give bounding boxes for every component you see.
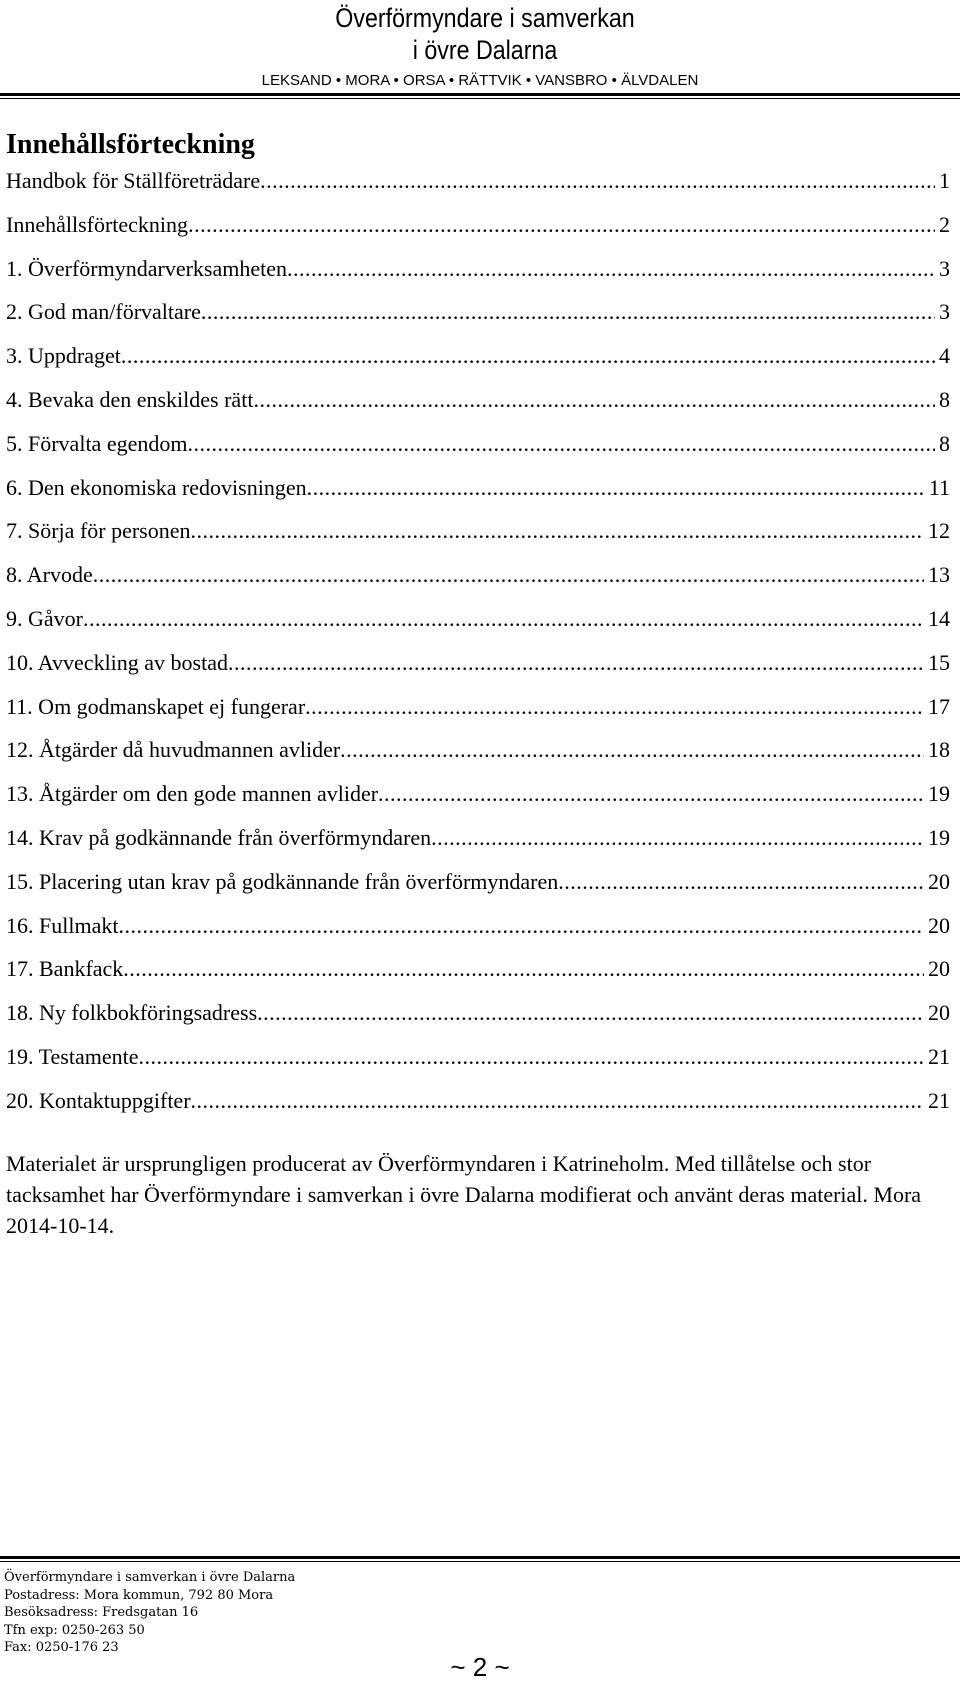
footer-rule-thin [0,1561,960,1562]
toc-entry-page: 18 [928,737,950,763]
toc-entry[interactable] [6,822,950,866]
toc-leader-dots [93,559,924,591]
toc-entry[interactable] [6,296,950,340]
toc-leader-dots [558,866,924,898]
toc-entry[interactable] [6,910,950,954]
toc-entry-page: 13 [928,562,950,588]
toc-entry-page: 4 [939,343,950,369]
toc-entry-label: Handbok för Ställföreträdare [6,168,261,193]
toc-entry[interactable] [6,340,950,384]
toc-entry[interactable] [6,778,950,822]
toc-entry-label: 5. Förvalta egendom [6,430,188,456]
organization-name [300,2,670,66]
toc-entry-label: 1. Överförmyndarverksamheten [6,255,288,281]
toc-entry-page: 12 [928,518,950,544]
toc-entry-page: 8 [939,386,950,412]
toc-entry-page: 1 [939,168,950,193]
toc-entry-label: 7. Sörja för personen [6,518,191,544]
toc-entry-label: 8. Arvode [6,562,93,588]
footer-contact [4,1569,295,1657]
header-rule-thin [0,98,960,99]
toc-entry[interactable] [6,647,950,691]
toc-entry-label: 17. Bankfack [6,956,124,982]
toc-entry-label: 15. Placering utan krav på godkännande från överförmyndaren [6,868,559,894]
toc-leader-dots [118,910,924,942]
toc-leader-dots [257,997,924,1029]
footer-postal-address: Postadress: Mora kommun, 792 80 Mora [4,1587,274,1603]
toc-title: Innehållsförteckning [6,129,255,160]
toc-list [6,165,950,1129]
toc-entry-page: 17 [928,693,950,719]
footer-rule-thick [0,1556,960,1559]
toc-entry[interactable] [6,1041,950,1085]
toc-entry-page: 14 [928,605,950,631]
toc-entry-page: 2 [939,211,950,237]
toc-entry-label: 13. Åtgärder om den gode mannen avlider [6,781,379,807]
toc-entry-label: 2. God man/förvaltare [6,299,201,325]
toc-entry-label: 12. Åtgärder då huvudmannen avlider [6,737,341,763]
footer-phone: Tfn exp: 0250-263 50 [4,1622,145,1638]
toc-leader-dots [187,428,935,460]
attribution-note: Materialet är ursprungligen producerat av Överförmyndaren i Katrineholm. Med tillåtelse och stor tacksamhet har Överförmyndare i samverkan i övre Dalarna modifierat och använt deras material. Mora 2014-10-14. [6,1151,922,1238]
toc-entry[interactable] [6,953,950,997]
toc-entry-page: 8 [939,430,950,456]
toc-entry-page: 20 [928,1000,950,1026]
toc-entry-page: 20 [928,912,950,938]
toc-leader-dots [191,515,924,547]
toc-entry-label: 18. Ny folkbokföringsadress [6,1000,258,1026]
toc-entry[interactable] [6,253,950,297]
toc-entry-label: 20. Kontaktuppgifter [6,1087,191,1113]
toc-leader-dots [340,734,924,766]
organization-name-line1: Överförmyndare i samverkan [335,3,635,33]
toc-leader-dots [201,296,935,328]
toc-entry[interactable] [6,384,950,428]
toc-entry-page: 20 [928,956,950,982]
toc-entry[interactable] [6,559,950,603]
toc-entry-label: 14. Krav på godkännande från överförmyndaren [6,824,432,850]
toc-leader-dots [287,253,935,285]
toc-entry[interactable] [6,515,950,559]
toc-entry-page: 21 [928,1043,950,1069]
toc-entry[interactable] [6,472,950,516]
toc-leader-dots [188,209,935,241]
toc-entry-label: 19. Testamente [6,1043,139,1069]
toc-entry-page: 3 [939,255,950,281]
toc-entry-page: 19 [928,824,950,850]
municipalities-line: LEKSAND • MORA • ORSA • RÄTTVIK • VANSBRO • ÄLVDALEN [261,72,699,89]
toc-entry-page: 20 [928,868,950,894]
toc-entry[interactable] [6,603,950,647]
toc-leader-dots [305,691,924,723]
toc-entry-label: 10. Avveckling av bostad [6,649,228,675]
toc-leader-dots [253,384,935,416]
toc-leader-dots [83,603,924,635]
footer-fax: Fax: 0250-176 23 [4,1640,119,1655]
footer-org: Överförmyndare i samverkan i övre Dalarna [4,1570,296,1585]
footer-visit-address: Besöksadress: Fredsgatan 16 [4,1605,199,1620]
toc-entry-label: 11. Om godmanskapet ej fungerar [6,693,306,719]
toc-leader-dots [431,822,924,854]
toc-leader-dots [123,953,924,985]
toc-leader-dots [260,165,935,197]
toc-leader-dots [138,1041,924,1073]
toc-entry[interactable] [6,734,950,778]
toc-leader-dots [307,472,925,504]
organization-name-line2: i övre Dalarna [412,35,558,65]
toc-leader-dots [228,647,924,679]
toc-entry-page: 19 [928,781,950,807]
toc-entry-page: 15 [928,649,950,675]
toc-entry[interactable] [6,866,950,910]
toc-entry[interactable] [6,209,950,253]
page-number: ~ 2 ~ [450,1652,510,1682]
toc-entry[interactable] [6,428,950,472]
toc-entry-label: Innehållsförteckning [6,211,189,237]
toc-entry[interactable] [6,1085,950,1129]
toc-entry-label: 6. Den ekonomiska redovisningen [6,474,307,500]
toc-entry-label: 16. Fullmakt [6,912,119,938]
toc-entry-page: 11 [928,474,950,500]
toc-entry-page: 21 [928,1087,950,1113]
toc-entry-label: 9. Gåvor [6,605,83,631]
toc-leader-dots [378,778,924,810]
toc-entry[interactable] [6,997,950,1041]
toc-entry-label: 3. Uppdraget [6,343,121,369]
toc-leader-dots [121,340,935,372]
toc-entry[interactable] [6,165,950,209]
header-rule-thick [0,93,960,96]
toc-leader-dots [191,1085,924,1117]
toc-entry[interactable] [6,691,950,735]
toc-entry-page: 3 [939,299,950,325]
toc-entry-label: 4. Bevaka den enskildes rätt [6,386,254,412]
